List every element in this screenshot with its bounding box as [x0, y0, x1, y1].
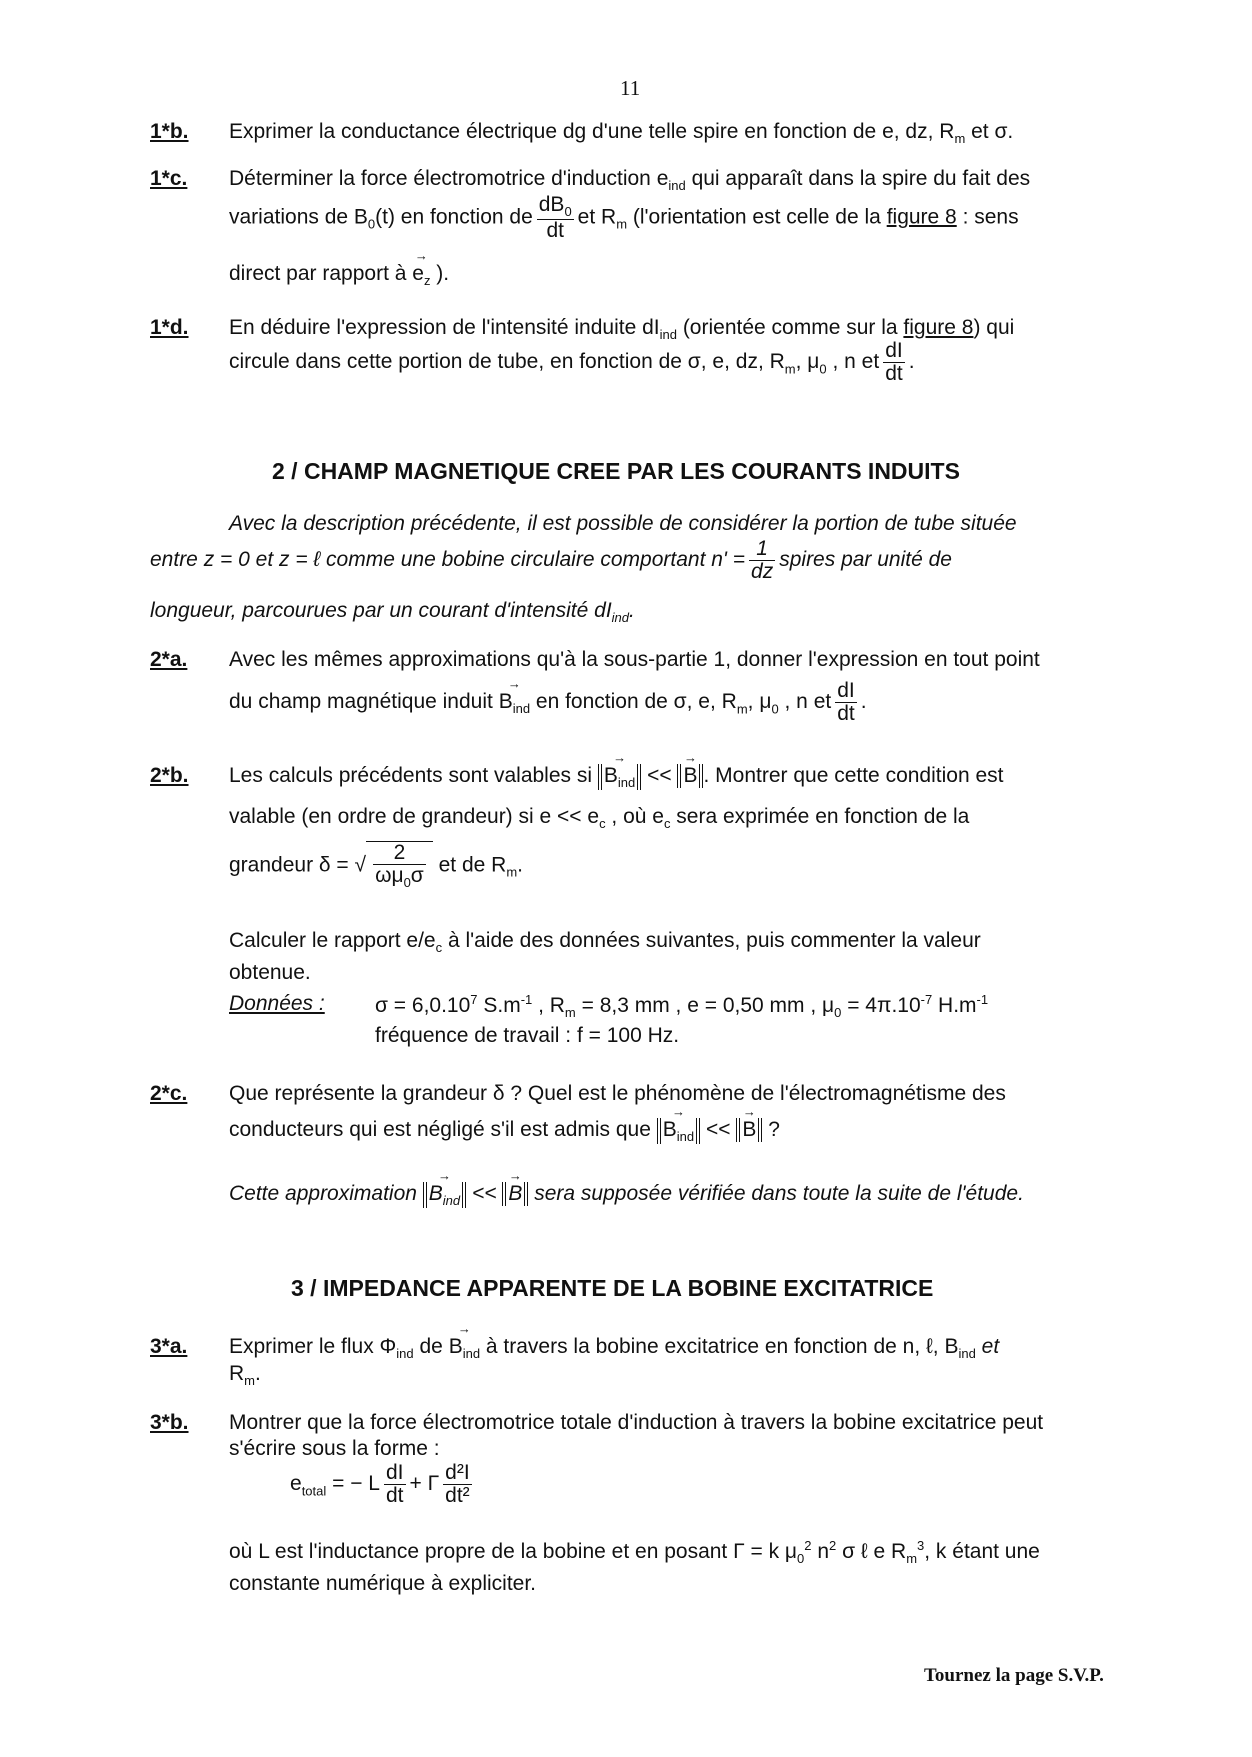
question-label-1d: 1*d.	[150, 316, 189, 339]
norm-B: → B	[736, 1118, 762, 1142]
donnees-values: $\sigma = 6,0.10^7$ $S.m^{-1}$ , $R_m = 8,3$ mm , e = 0,50 mm , $\mu_0 = 4\pi.10^{-7}$ $H.m^{-1}$	[375, 992, 989, 1021]
question-1d-line2: circule dans cette portion de tube, en fonction de σ, e, dz, $R_m$, $\mu_0$ , n et $\frac{dI}{dt}$ .	[229, 339, 915, 386]
sqrt-expression	[366, 841, 433, 890]
fraction-1-dz: $\frac{1}{dz}$	[751, 537, 774, 584]
question-2b-line3: grandeur δ = √ $\frac{2}{\omega\mu_0\sigma}$ et de $R_m$.	[229, 841, 524, 891]
vector-B-ind: → $B_{ind}$	[449, 1335, 480, 1361]
unit-vector-ez: → $e_z$	[412, 262, 430, 288]
fraction-dI-dt: $\frac{dI}{dt}$	[385, 1461, 404, 1508]
fraction-dI-dt: $\frac{dI}{dt}$	[885, 339, 903, 386]
frequence-value: fréquence de travail : f = 100 Hz.	[375, 1024, 680, 1047]
question-3b-line2: s'écrire sous la forme :	[229, 1437, 440, 1460]
fraction-dI-dt: $\frac{dI}{dt}$	[837, 679, 855, 726]
equation-e-total: $e_{total}$ = − L $\frac{dI}{dt}$ + Γ $\frac{\text{d²I}}{\text{dt²}}$	[290, 1461, 470, 1508]
question-2c-line2: conducteurs qui est négligé s'il est admis que → $B_{ind}$ << → B ?	[229, 1118, 780, 1144]
question-label-2c: 2*c.	[150, 1082, 188, 1105]
section-3-heading: 3 / IMPEDANCE APPARENTE DE LA BOBINE EXCITATRICE	[291, 1275, 934, 1301]
question-1c-line1: Déterminer la force électromotrice d'induction $e_{ind}$ qui apparaît dans la spire du fait des	[229, 167, 1031, 194]
question-3b-line1: Montrer que la force électromotrice totale d'induction à travers la bobine excitatrice peut	[229, 1411, 1044, 1434]
vector-B-ind: → $B_{ind}$	[499, 690, 530, 716]
question-3a-line2: $R_m$.	[229, 1362, 261, 1389]
fraction-delta: $\frac{2}{\omega\mu_0\sigma}$	[375, 841, 424, 891]
section-2-intro-line3: longueur, parcourues par un courant d'intensité $dI_{ind}$.	[150, 599, 635, 626]
figure-8-reference: figure 8	[886, 205, 957, 229]
question-2b-line1: Les calculs précédents sont valables si → $B_{ind}$ << → B . Montrer que cette condition est	[229, 764, 1003, 790]
norm-B-ind: → $B_{ind}$	[657, 1118, 700, 1144]
question-3b-line3: où L est l'inductance propre de la bobine et en posant Γ = k $\mu_0^2$ $n^2$ σ ℓ e $R_m^3$, k étant une	[229, 1538, 1040, 1567]
section-2-intro-line1: Avec la description précédente, il est possible de considérer la portion de tube située	[229, 512, 1017, 535]
question-label-1b: 1*b.	[150, 120, 189, 143]
norm-B: → B	[677, 764, 703, 788]
page-number: 11	[620, 76, 641, 100]
question-label-2b: 2*b.	[150, 764, 189, 787]
figure-8-reference: figure 8	[903, 316, 974, 339]
question-2a-line2: du champ magnétique induit → $B_{ind}$ en fonction de σ, e, $R_m$, $\mu_0$ , n et $\frac{dI}{dt}$ .	[229, 680, 867, 725]
question-label-3a: 3*a.	[150, 1335, 188, 1358]
section-2-intro-line2: entre z = 0 et z = ℓ comme une bobine circulaire comportant n' = $\frac{1}{dz}$ spires par unité de	[150, 537, 952, 584]
fraction-d2I-dt2: $\frac{\text{d²I}}{\text{dt²}}$	[445, 1461, 470, 1508]
question-1d-line1: En déduire l'expression de l'intensité induite $dI_{ind}$ (orientée comme sur la figure 8) qui	[229, 316, 1015, 343]
question-3b-line4: constante numérique à expliciter.	[229, 1572, 537, 1595]
norm-B-ind: → $B_{ind}$	[423, 1182, 466, 1208]
footer-turn-page: Tournez la page S.V.P.	[924, 1665, 1104, 1686]
question-2c-line1: Que représente la grandeur δ ? Quel est le phénomène de l'électromagnétisme des	[229, 1082, 1006, 1105]
question-2b-line2: valable (en ordre de grandeur) si $e << e_c$ , où $e_c$ sera exprimée en fonction de la	[229, 805, 970, 832]
question-2b-calc-line2: obtenue.	[229, 961, 311, 984]
question-1c-line3: direct par rapport à → $e_z$ ).	[229, 262, 449, 288]
norm-B-ind: → $B_{ind}$	[598, 764, 641, 790]
norm-B: → B	[502, 1182, 528, 1206]
question-1c-line2: variations de $B_0(t)$ en fonction de $\frac{dB_0}{dt}$ et $R_m$ (l'orientation est celle de la figure 8 : sens	[229, 193, 1019, 242]
question-label-2a: 2*a.	[150, 648, 188, 671]
question-2b-calc-line1: Calculer le rapport $e/e_c$ à l'aide des données suivantes, puis commenter la valeur	[229, 929, 981, 956]
question-2a-line1: Avec les mêmes approximations qu'à la sous-partie 1, donner l'expression en tout point	[229, 648, 1040, 671]
approximation-note: Cette approximation → $B_{ind}$ << → B sera supposée vérifiée dans toute la suite de l'étude.	[229, 1182, 1024, 1208]
question-label-1c: 1*c.	[150, 167, 188, 190]
question-1b-text: Exprimer la conductance électrique dg d'une telle spire en fonction de e, dz, $R_m$ et σ.	[229, 120, 1014, 147]
fraction-dB0-dt: $\frac{dB_0}{dt}$	[538, 193, 572, 242]
question-label-3b: 3*b.	[150, 1411, 189, 1434]
donnees-label: Données :	[229, 992, 325, 1015]
section-2-heading: 2 / CHAMP MAGNETIQUE CREE PAR LES COURANTS INDUITS	[272, 458, 960, 484]
question-3a-line1: Exprimer le flux $\Phi_{ind}$ de → $B_{ind}$ à travers la bobine excitatrice en fonction de n, ℓ, $B_{ind}$ et	[229, 1335, 999, 1361]
